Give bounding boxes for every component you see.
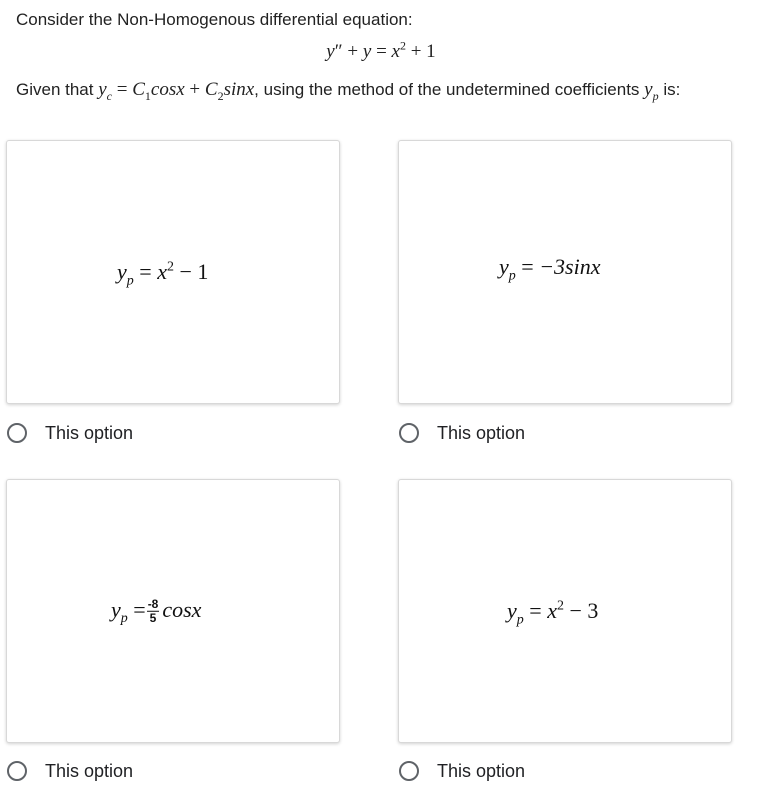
fraction: $\frac{-8}{5}$ <box>147 597 159 626</box>
option-label: This option <box>45 760 134 781</box>
option-formula-1: $y_p = x^2 - 1$ <box>117 259 209 289</box>
option-label: This option <box>45 422 134 443</box>
differential-equation: $y'' + y = x^2 + 1$ <box>326 38 436 62</box>
question-intro: Consider the Non-Homogenous differential equation: <box>16 10 413 29</box>
particular-solution-symbol: $y_p$ <box>644 79 659 103</box>
option-label: This option <box>437 422 526 443</box>
complementary-solution: $y_c = C_1\cos x + C_2\sin x$ <box>98 79 255 103</box>
option-formula-2: $y_p = -3\sin x$ <box>499 253 601 284</box>
option-card-1[interactable] <box>6 140 340 404</box>
option-label: This option <box>437 760 526 781</box>
radio-button[interactable] <box>7 423 27 443</box>
option-card-2[interactable] <box>398 140 732 404</box>
option-formula-3: $y_p$ = $\frac{-8}{5}$ cosx <box>111 596 202 627</box>
option-radio-3[interactable] <box>7 757 133 785</box>
option-radio-1[interactable] <box>7 419 133 447</box>
option-card-4[interactable] <box>398 479 732 743</box>
option-card-3[interactable] <box>6 479 340 743</box>
option-radio-2[interactable] <box>399 419 525 447</box>
radio-button[interactable] <box>399 761 419 781</box>
radio-button[interactable] <box>399 423 419 443</box>
option-radio-4[interactable] <box>399 757 525 785</box>
radio-button[interactable] <box>7 761 27 781</box>
option-formula-4: $y_p = x^2 - 3$ <box>507 598 599 628</box>
question-prompt: Given that $y_c = C_1\cos x + C_2\sin x$, using the method of the undetermined coefficients $y_p$ is: <box>16 79 681 103</box>
